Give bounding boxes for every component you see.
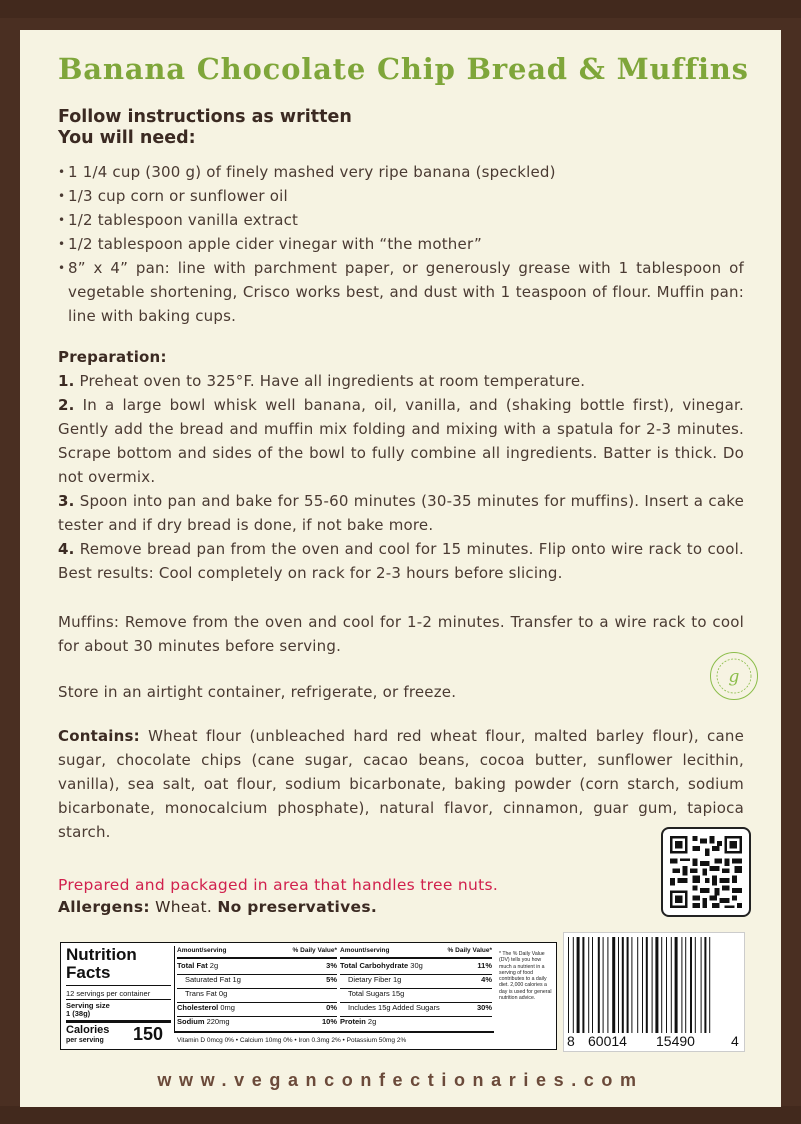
upc-barcode [563,932,745,1052]
barcode-bar [646,937,648,1033]
preparation-step [58,489,744,537]
nutrient-name: Protein 2g [340,1017,377,1026]
step-text: Remove bread pan from the oven and cool for 15 minutes. Flip onto wire rack to cool. Best results: Cool completely on rack for 2-3 hours before slicing. [58,540,744,582]
barcode-bar [622,937,624,1033]
barcode-digits [564,1033,744,1049]
nutrient-dv: 30% [476,1003,492,1012]
nutrient-dv: 11% [477,961,492,970]
barcode-bar [642,937,643,1033]
nutrition-facts-panel [60,942,557,1050]
nutrient-row [340,1016,492,1028]
nf-title-line1: Nutrition [66,945,137,964]
preparation-section [58,345,744,585]
barcode-bar [704,937,706,1033]
no-preservatives: No preservatives. [217,898,378,916]
website-url[interactable]: www.veganconfectionaries.com [157,1070,644,1090]
step-number: 2. [58,396,75,414]
barcode-bar [627,937,629,1033]
ingredient-item: • 1/2 tablespoon apple cider vinegar with “the mother” [58,232,744,256]
nutrition-facts-title [66,946,137,982]
step-number: 4. [58,540,75,558]
barcode-bar [612,937,615,1033]
follow-instructions: Follow instructions as written [58,107,352,127]
contains-label: Contains: [58,727,140,745]
nutrient-row [177,1016,337,1028]
nutrient-dv: 10% [321,1017,337,1026]
barcode-digit-group: 8 [567,1033,575,1049]
nutrient-dv: 3% [326,961,337,970]
ingredient-item: • 1/2 tablespoon vanilla extract [58,208,744,232]
nutrient-name: Total Carbohydrate 30g [340,961,423,970]
allergens-line [58,898,377,916]
calories-label: Calories [66,1024,110,1036]
barcode-bar [652,937,653,1033]
nf-right-header [340,945,492,957]
contains-text: Wheat flour (unbleached hard red wheat flour, malted barley flour), cane sugar, chocolate chips (cane sugar, cacao beans, cocoa butter, sunflower lecithin, vanilla), sea salt, oat flour, sodium bicarbonate, baking powder (corn starch, sodium bicarbonate, monocalcium phosphate), natural flavor, cinnamon, guar gum, tapioca starch. [58,727,744,841]
nutrient-row [340,1002,492,1014]
nutrient-row [177,974,337,986]
barcode-bar [666,937,667,1033]
barcode-bar [592,937,593,1033]
nutrient-row [177,960,337,972]
step-text: Preheat oven to 325°F. Have all ingredients at room temperature. [74,372,586,390]
gourmet-baking-mix-seal-icon [710,652,758,700]
barcode-bar [631,937,632,1033]
calories-value: 150 [133,1024,164,1044]
preparation-step [58,537,744,585]
barcode-bar [588,937,589,1033]
nutrient-name: Dietary Fiber 1g [348,975,402,984]
nutrient-row [340,960,492,972]
barcode-bar [661,937,662,1033]
you-will-need: You will need: [58,128,196,148]
serving-size-value: 1 (38g) [66,1009,91,1018]
contains-section [58,724,744,844]
nutrient-name: Saturated Fat 1g [185,975,241,984]
barcode-bar [695,937,696,1033]
seal-letter: g [728,667,740,687]
allergens-label: Allergens: [58,898,150,916]
barcode-bar [671,937,672,1033]
barcode-bar [709,937,710,1033]
barcode-bar [685,937,686,1033]
step-text: In a large bowl whisk well banana, oil, vanilla, and (shaking bottle first), vinegar. Gently add the bread and muffin mix folding and mixing with a spatula for 2-3 minutes. Scrape bottom and sides of the bowl to fully combine all ingredients. Batter is thick. Do not overmix. [58,396,744,486]
ingredient-item: • 8” x 4” pan: line with parchment paper, or generously grease with 1 tablespoon of vegetable shortening, Crisco works best, and dust with 1 teaspoon of flour. Muffin pan: line with baking cups. [58,256,744,328]
barcode-bar [655,937,658,1033]
serving-size-label: Serving size [66,1001,110,1010]
step-number: 3. [58,492,75,510]
barcode-bar [701,937,702,1033]
barcode-bar [577,937,580,1033]
nutrient-name: Trans Fat 0g [185,989,228,998]
nf-left-header [177,945,337,957]
nf-dv-header: % Daily Value* [292,947,337,954]
barcode-bar [675,937,678,1033]
nutrient-name: Includes 15g Added Sugars [348,1003,440,1012]
barcode-bar [573,937,574,1033]
barcode-bar [598,937,600,1033]
nutrient-row [340,974,492,986]
allergens-text: Wheat. [149,898,218,916]
preparation-step [58,369,744,393]
barcode-digit-group: 4 [731,1033,739,1049]
vitamins-minerals: Vitamin D 0mcg 0% • Calcium 10mg 0% • Iron 0.3mg 2% • Potassium 50mg 2% [177,1037,407,1044]
daily-value-footnote: * The % Daily Value (DV) tells you how much a nutrient in a serving of food contributes to a daily diet. 2,000 calories a day is used for general nutrition advice. [499,951,552,1002]
storage-note: Store in an airtight container, refrigerate, or freeze. [58,683,457,701]
servings-per-container: 12 servings per container [66,989,151,998]
label-panel [20,30,781,1107]
preparation-step [58,393,744,489]
nutrient-name: Total Fat 2g [177,961,219,970]
nf-amount-header: Amount/serving [340,947,390,954]
ingredient-list-section [58,160,744,328]
barcode-bar [618,937,619,1033]
tree-nut-warning: Prepared and packaged in area that handles tree nuts. [58,876,499,894]
qr-code[interactable] [661,827,751,917]
barcode-digit-group: 15490 [656,1033,695,1049]
step-text: Spoon into pan and bake for 55-60 minutes (30-35 minutes for muffins). Insert a cake tester and if dry bread is done, if not bake more. [58,492,744,534]
nutrient-row [177,1002,337,1014]
nutrient-dv: 4% [481,975,492,984]
barcode-bar [607,937,608,1033]
product-title: Banana Chocolate Chip Bread & Muffins [58,52,749,86]
barcode-bar [568,937,569,1033]
barcode-bars-icon [564,935,744,1035]
nutrient-name: Total Sugars 15g [348,989,405,998]
nf-dv-header: % Daily Value* [447,947,492,954]
nf-amount-header: Amount/serving [177,947,227,954]
nutrient-name: Sodium 220mg [177,1017,230,1026]
nutrient-row [340,988,492,1000]
nutrient-name: Cholesterol 0mg [177,1003,235,1012]
nf-title-line2: Facts [66,963,111,982]
barcode-bar [637,937,638,1033]
ingredient-item: • 1 1/4 cup (300 g) of finely mashed very ripe banana (speckled) [58,160,744,184]
qr-code-icon [670,836,742,908]
step-number: 1. [58,372,75,390]
preparation-heading: Preparation: [58,348,167,366]
muffins-note: Muffins: Remove from the oven and cool for 1-2 minutes. Transfer to a wire rack to cool for about 30 minutes before serving. [58,613,744,655]
barcode-bar [582,937,584,1033]
nutrient-dv: 5% [326,975,337,984]
barcode-bar [681,937,682,1033]
nutrient-row [177,988,337,1000]
barcode-digit-group: 60014 [588,1033,627,1049]
ingredient-list [58,160,744,328]
barcode-bar [603,937,604,1033]
barcode-bar [690,937,692,1033]
ingredient-item: • 1/3 cup corn or sunflower oil [58,184,744,208]
per-serving-label: per serving [66,1037,104,1044]
nutrient-dv: 0% [326,1003,337,1012]
